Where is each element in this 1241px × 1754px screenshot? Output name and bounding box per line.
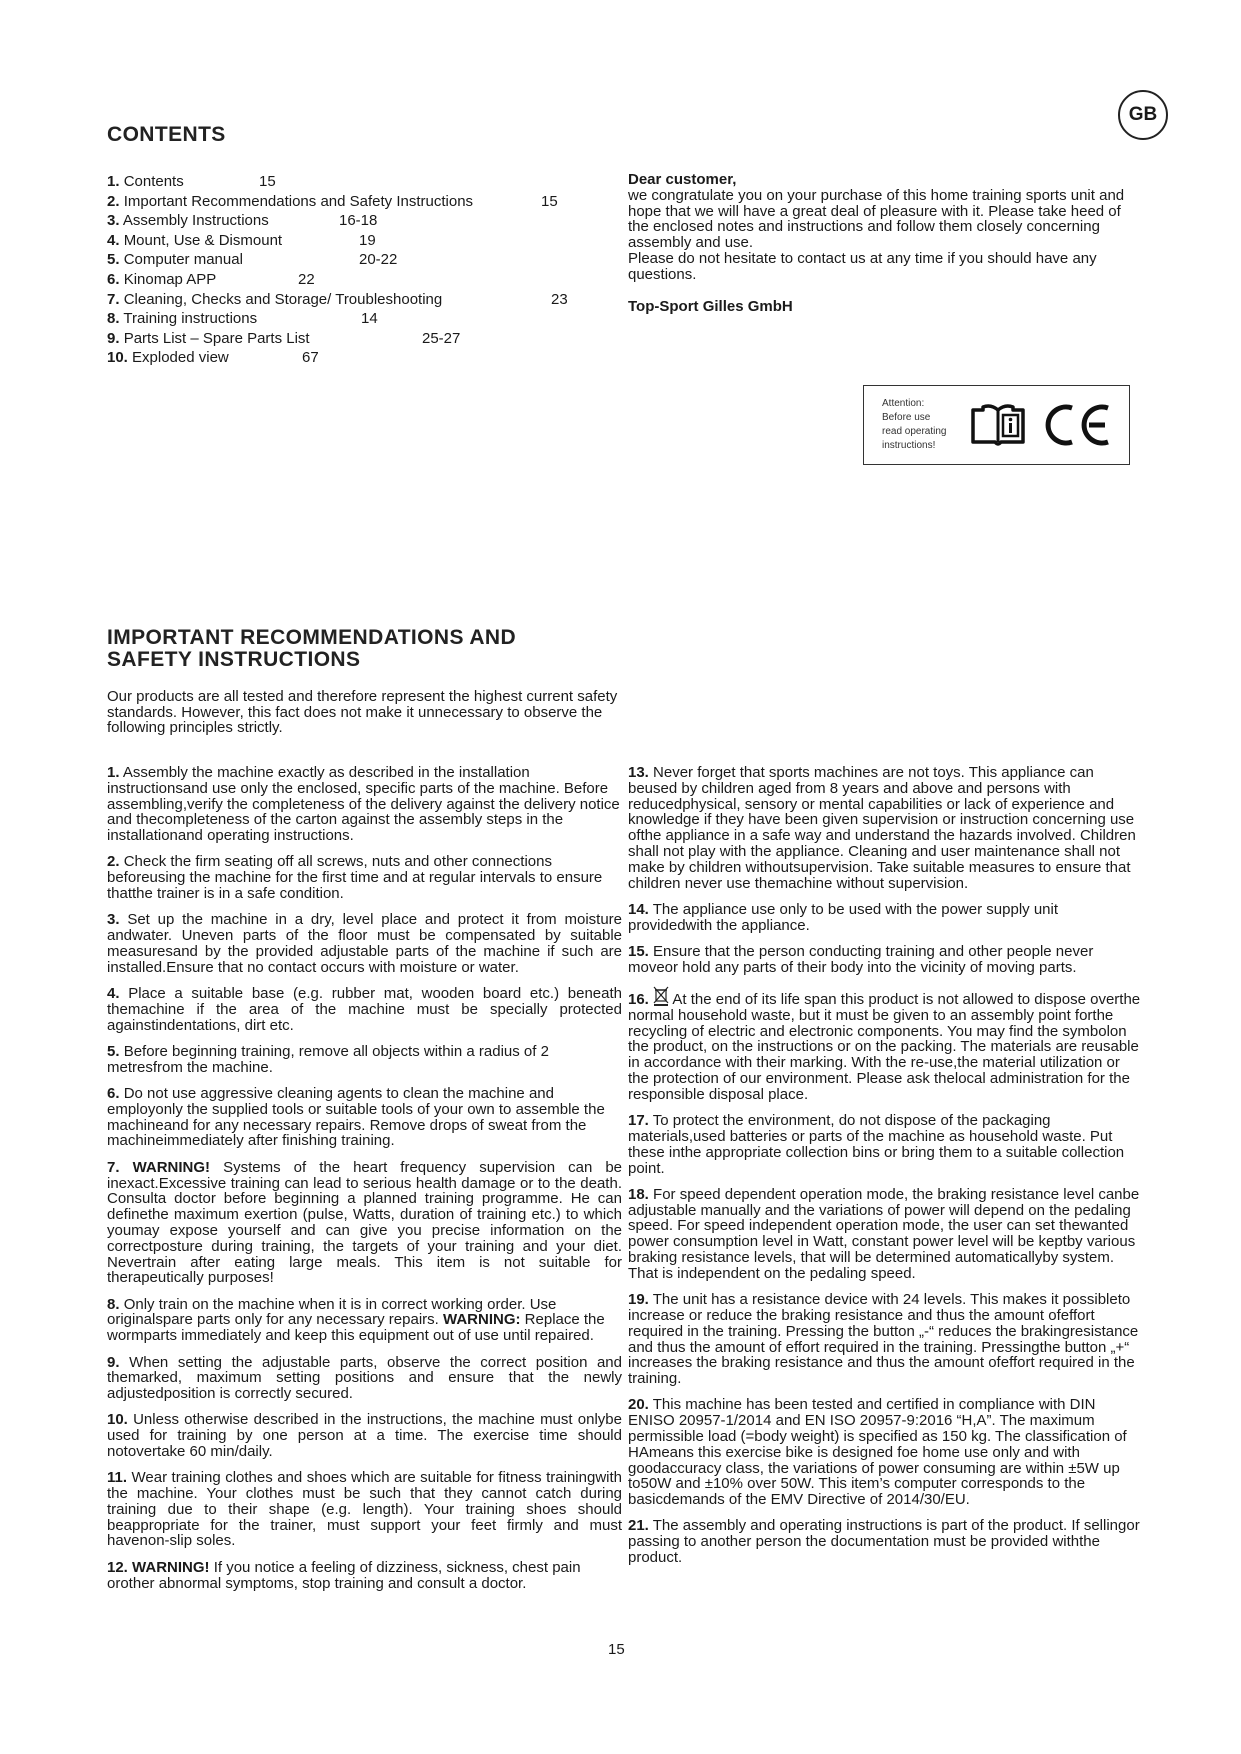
safety-item: 2. Check the firm seating off all screws, nuts and other connections beforeusing the machine for the first time and at regular intervals to ensure thatthe trainer is in a safe condition. (107, 853, 603, 903)
safety-item: 3. Set up the machine in a dry, level place and protect it from moisture andwater. Uneven parts of the floor must be compensated by suitable measuresand by the provided adjustable parts of the machine if such are installed.Ensure that no contact occurs with moisture or water. (107, 911, 622, 976)
toc-item[interactable]: 4. Mount, Use & Dismount 19 (107, 231, 376, 249)
toc-item[interactable]: 8. Training instructions 14 (107, 310, 378, 328)
safety-item: 5. Before beginning training, remove all objects within a radius of 2 metresfrom the machine. (107, 1042, 549, 1076)
safety-item: 11. Wear training clothes and shoes which are suitable for fitness trainingwith the machine. Your clothes must be such that they cannot catch during training due to their shape (e.g. length). Your training shoes should beappropriate for the trainer, must support your feet firmly and must havenon-slip soles. (107, 1469, 622, 1550)
safety-item: 1. Assembly the machine exactly as described in the installation instructionsand use only the enclosed, specific parts of the machine. Before assembling,verify the completeness of the delivery against the delivery notice and thecompleteness of the carton against the assembly steps in the installationand operating instructions. (107, 764, 620, 845)
attention-notice-box (863, 385, 1130, 465)
toc-item[interactable]: 2. Important Recommendations and Safety Instructions 15 (107, 192, 558, 210)
table-of-contents (107, 172, 627, 368)
safety-item: 13. Never forget that sports machines are not toys. This appliance can beused by children aged from 8 years and above and persons with reducedphysical, sensory or mental capabilities or lack of experience and knowledge if they have been given supervision or instruction concerning use ofthe appliance in a safe way and understand the hazards involved. Children shall not play with the appliance. Cleaning and user maintenance shall not make by children withoutsupervision. Take suitable measures to ensure that children never use themachine without supervision. (628, 764, 1136, 892)
safety-item: 10. Unless otherwise described in the instructions, the machine must onlybe used for training by one person at a time. The exercise time should notovertake 60 min/daily. (107, 1411, 622, 1460)
toc-item[interactable]: 3. Assembly Instructions 16-18 (107, 212, 378, 230)
letter-body-contact: Please do not hesitate to contact us at any time if you should have any questions. (628, 249, 1097, 283)
safety-item: 12. WARNING! If you notice a feeling of dizziness, sickness, chest pain orother abnormal symptoms, stop training and consult a doctor. (107, 1558, 581, 1592)
letter-body: we congratulate you on your purchase of this home training sports unit and hope that we will have a great deal of pleasure with it. Please take heed of the enclosed notes and instructions and follow them closely concerning assembly and use. (628, 186, 1125, 252)
safety-column-right (628, 765, 1143, 1576)
language-badge: GB (1118, 90, 1168, 140)
safety-column-left (107, 765, 622, 1602)
customer-letter (628, 172, 1143, 314)
toc-item[interactable]: 9. Parts List – Spare Parts List 25-27 (107, 329, 461, 347)
wheelie-bin-crossed-icon (653, 986, 669, 1006)
notice-text: Attention: Before use read operating instructions! (882, 398, 947, 451)
safety-item: 19. The unit has a resistance device with 24 levels. This makes it possibleto increase or reduce the braking resistance and thus the amount ofeffort required in the training. Pressing the button „-“ reduces the brakingresistance and thus the amount of effort required in the training. Pressingthe button „+“ increases the braking resistance and thus the amount ofeffort required in the training. (628, 1291, 1139, 1388)
safety-item: 21. The assembly and operating instructions is part of the product. If sellingor passing to another person the documentation must be provided withthe product. (628, 1517, 1140, 1567)
safety-item: 17. To protect the environment, do not dispose of the packaging materials,used batteries or parts of the machine as household waste. Put these inthe appropriate collection bins or bring them to a suitable collection point. (628, 1112, 1125, 1177)
letter-signature: Top-Sport Gilles GmbH (628, 297, 793, 315)
contents-heading: CONTENTS (107, 123, 226, 146)
safety-intro: Our products are all tested and therefore represent the highest current safety standards. However, this fact does not make it unnecessary to observe the following principles strictly. (107, 688, 618, 737)
safety-item: 20. This machine has been tested and certified in compliance with DIN ENISO 20957-1/2014 and EN ISO 20957-9:2016 “H,A”. The maximum permissible load (=body weight) is specified as 150 kg. The classification of HAmeans this exercise bike is designed foe home use only and with goodaccuracy class, the variations of power consuming are within ±5W up to50W and ±10% over 50W. This item’s computer corresponds to the basicdemands of the EMV Directive of 2014/30/EU. (628, 1396, 1127, 1509)
toc-item[interactable]: 10. Exploded view 67 (107, 349, 319, 367)
safety-item: 7. WARNING! Systems of the heart frequency supervision can be inexact.Excessive training can lead to serious health damage or to the death. Consulta doctor before beginning a planned training programme. He can definethe maximum exertion (pulse, Watts, duration of training etc.) to which youmay expose yourself and can give you precise information on the correctposture during training, the targets of your training and your diet. Nevertrain after eating large meals. This item is not suitable for therapeutically purposes! (107, 1158, 623, 1287)
toc-item[interactable]: 6. Kinomap APP 22 (107, 270, 315, 288)
safety-item: 9. When setting the adjustable parts, observe the correct position and themarked, maximum setting positions and ensure that the newly adjustedposition is correctly secured. (107, 1353, 622, 1403)
letter-greeting: Dear customer, (628, 171, 737, 188)
safety-item: 15. Ensure that the person conducting training and other people never moveor hold any parts of their body into the vicinity of moving parts. (628, 942, 1094, 976)
toc-item[interactable]: 5. Computer manual 20-22 (107, 251, 398, 269)
read-manual-icon (970, 402, 1026, 448)
safety-heading: IMPORTANT RECOMMENDATIONS AND SAFETY INSTRUCTIONS (107, 626, 517, 671)
safety-item: 4. Place a suitable base (e.g. rubber mat, wooden board etc.) beneath themachine if the area of the machine must be specially protected againstindentations, dirt etc. (107, 985, 622, 1034)
safety-item: 8. Only train on the machine when it is in correct working order. Use originalspare parts only for any necessary repairs. WARNING: Replace the wormparts immediately and keep this equipment out of use until repaired. (107, 1295, 605, 1345)
toc-item[interactable]: 1. Contents 15 (107, 173, 276, 190)
page-number: 15 (608, 1641, 625, 1658)
safety-item: 6. Do not use aggressive cleaning agents to clean the machine and employonly the supplied tools or suitable tools of your own to assemble the machineand for any necessary repairs. Remove drops of sweat from the machineimmediately after finishing training. (107, 1085, 605, 1150)
ce-mark-icon (1042, 402, 1114, 448)
safety-item: 18. For speed dependent operation mode, the braking resistance level canbe adjustable manually and the variations of power will depend on the pedaling speed. For speed independent operation mode, the user can set thewanted power consumption level in Watt, constant power level will be keptby various braking resistance levels, that will be determined automaticallyby system. That is independent on the pedaling speed. (628, 1185, 1140, 1282)
safety-item: 14. The appliance use only to be used with the power supply unit providedwith the appliance. (628, 900, 1059, 934)
toc-item[interactable]: 7. Cleaning, Checks and Storage/ Troubleshooting 23 (107, 290, 568, 308)
safety-item: 16. At the end of its life span this product is not allowed to dispose overthe normal household waste, but it must be given to an assembly point forthe recycling of electric and electronic components. You may find the symbolon the product, on the instructions or on the packing. The materials are reusable in accordance with their marking. With the re-use,the material utilization or the protection of our environment. Please ask thelocal administration for the responsible disposal place. (628, 986, 1143, 1103)
